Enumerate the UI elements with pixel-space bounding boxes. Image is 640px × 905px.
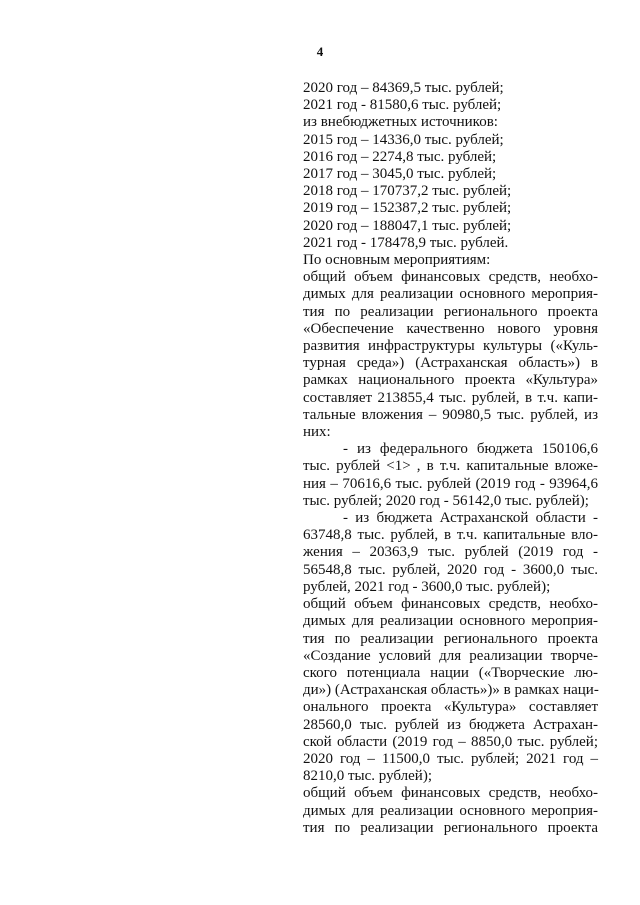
text-line: тальные вложения – 90980,5 тыс. рублей, из bbox=[303, 406, 598, 423]
text-line: турная среда») (Астраханская область») в bbox=[303, 355, 598, 372]
text-line: рамках национального проекта «Культура» bbox=[303, 372, 598, 389]
text-line: развития инфраструктуры культуры («Куль- bbox=[303, 338, 598, 355]
text-line: ния – 70616,6 тыс. рублей (2019 год - 93964,6 bbox=[303, 475, 598, 492]
text-line: 2021 год - 81580,6 тыс. рублей; bbox=[303, 97, 502, 114]
text-line: димых для реализации основного мероприя- bbox=[303, 286, 598, 303]
text-line: тия по реализации регионального проекта bbox=[303, 819, 598, 836]
page-number: 4 bbox=[316, 44, 324, 59]
text-line: 56548,8 тыс. рублей, 2020 год - 3600,0 тыс. bbox=[303, 561, 598, 578]
text-line: «Создание условий для реализации творче- bbox=[303, 647, 598, 664]
text-line: 2020 год – 188047,1 тыс. рублей; bbox=[303, 217, 512, 234]
text-line: 28560,0 тыс. рублей из бюджета Астрахан- bbox=[303, 716, 598, 733]
text-line: жения – 20363,9 тыс. рублей (2019 год - bbox=[303, 544, 598, 561]
text-line: димых для реализации основного мероприя- bbox=[303, 802, 598, 819]
text-line: 2016 год – 2274,8 тыс. рублей; bbox=[303, 148, 497, 165]
text-line: онального проекта «Культура» составляет bbox=[303, 699, 598, 716]
text-line: рублей, 2021 год - 3600,0 тыс. рублей); bbox=[303, 578, 551, 595]
text-line: По основным мероприятиям: bbox=[303, 252, 491, 269]
text-line: 2018 год – 170737,2 тыс. рублей; bbox=[303, 183, 512, 200]
text-line: ского потенциала нации («Творческие лю- bbox=[303, 664, 598, 681]
text-line: «Обеспечение качественно нового уровня bbox=[303, 320, 598, 337]
text-line: них: bbox=[303, 424, 331, 441]
text-line: димых для реализации основного мероприя- bbox=[303, 613, 598, 630]
text-line: общий объем финансовых средств, необхо- bbox=[303, 269, 598, 286]
text-line: составляет 213855,4 тыс. рублей, в т.ч. капи- bbox=[303, 389, 598, 406]
text-line: - из федерального бюджета 150106,6 bbox=[343, 441, 598, 458]
text-line: тия по реализации регионального проекта bbox=[303, 630, 598, 647]
text-line: тыс. рублей; 2020 год - 56142,0 тыс. рублей); bbox=[303, 492, 589, 509]
text-line: тия по реализации регионального проекта bbox=[303, 303, 598, 320]
text-line: ской области (2019 год – 8850,0 тыс. рублей; bbox=[303, 733, 598, 750]
text-line: 2020 год – 84369,5 тыс. рублей; bbox=[303, 80, 504, 96]
text-line: 2020 год – 11500,0 тыс. рублей; 2021 год – bbox=[303, 750, 598, 767]
text-line: тыс. рублей <1> , в т.ч. капитальные вложе- bbox=[303, 458, 598, 475]
text-line: 63748,8 тыс. рублей, в т.ч. капитальные вло- bbox=[303, 527, 598, 544]
text-line: 2021 год - 178478,9 тыс. рублей. bbox=[303, 234, 509, 251]
text-line: 2017 год – 3045,0 тыс. рублей; bbox=[303, 166, 497, 183]
text-line: 2019 год – 152387,2 тыс. рублей; bbox=[303, 200, 512, 217]
text-line: - из бюджета Астраханской области - bbox=[343, 510, 598, 527]
text-line: 2015 год – 14336,0 тыс. рублей; bbox=[303, 131, 504, 148]
document-body bbox=[303, 80, 598, 837]
text-line: из внебюджетных источников: bbox=[303, 114, 498, 131]
text-line: 8210,0 тыс. рублей); bbox=[303, 768, 432, 785]
text-line: ди») (Астраханская область»)» в рамках нaци- bbox=[303, 682, 599, 699]
text-line: общий объем финансовых средств, необхо- bbox=[303, 596, 598, 613]
text-line: общий объем финансовых средств, необхо- bbox=[303, 785, 598, 802]
